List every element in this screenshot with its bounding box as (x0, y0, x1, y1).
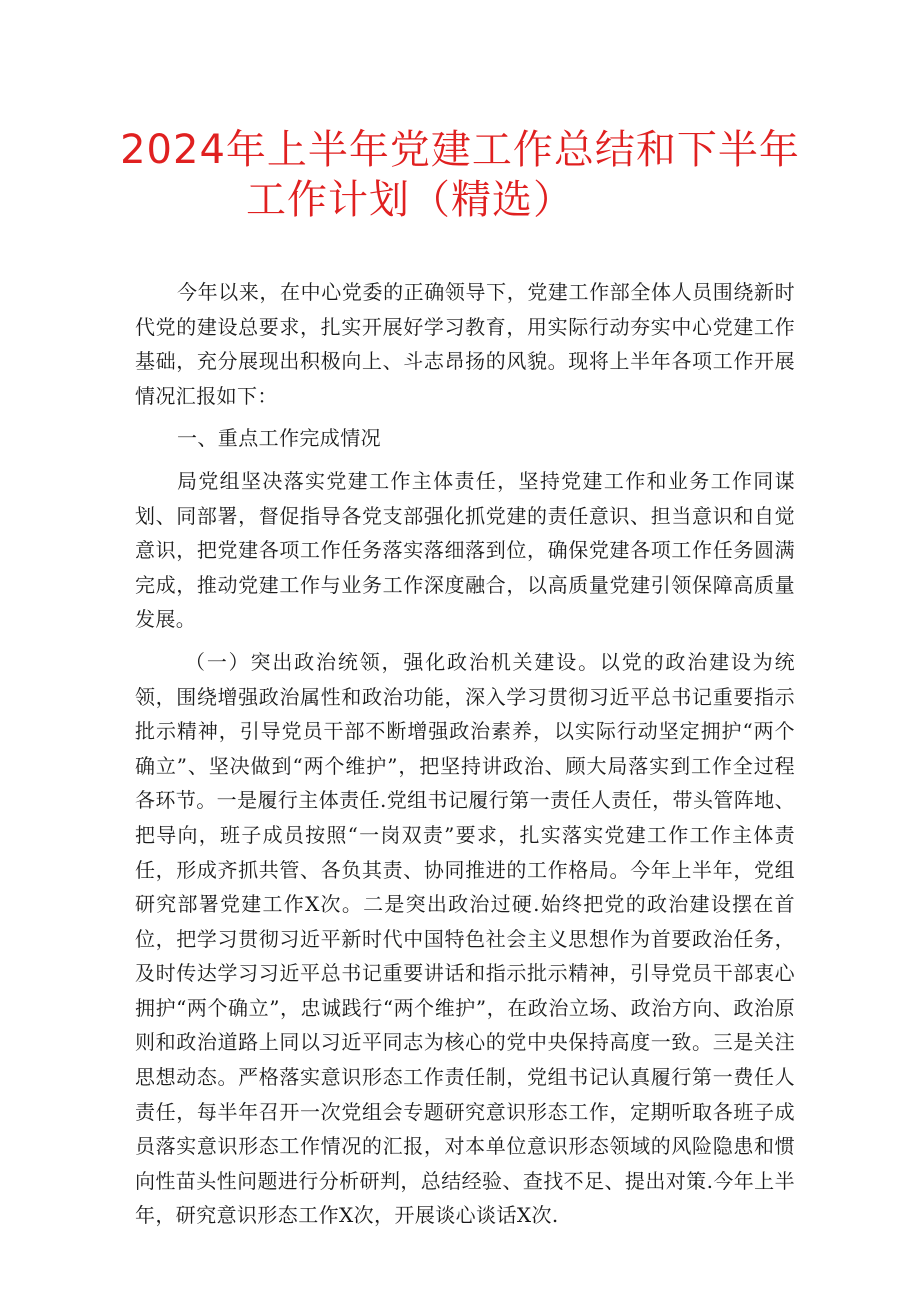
body-paragraph: 局党组坚决落实党建工作主体责任，坚持党建工作和业务工作同谋划、同部署，督促指导各党支部强化抓党建的责任意识、担当意识和自觉意识，把党建各项工作任务落实落细落到位，确保党建各项工作任务圆满完成，推动党建工作与业务工作深度融合，以高质量党建引领保障高质量发展。 (135, 468, 795, 632)
intro-paragraph: 今年以来，在中心党委的正确领导下，党建工作部全体人员围绕新时代党的建设总要求，扎实开展好学习教育，用实际行动夯实中心党建工作基础，充分展现出积极向上、斗志昂扬的风貌。现将上半年各项工作开展情况汇报如下： (135, 280, 795, 408)
section-heading: 一、重点工作完成情况 (177, 426, 381, 451)
document-title-line-1: 2024年上半年党建工作总结和下半年 (120, 127, 800, 173)
subsection-paragraph: （一）突出政治统领，强化政治机关建设。以党的政治建设为统领，围绕增强政治属性和政治功能，深入学习贯彻习近平总书记重要指示批示精神，引导党员干部不断增强政治素养，以实际行动坚定拥护“两个确立”、坚决做到“两个维护”，把坚持讲政治、顾大局落实到工作全过程各环节。一是履行主体责任.党组书记履行第一责任人责任，带头管阵地、把导向，班子成员按照“一岗双责”要求，扎实落实党建工作工作主体责任，形成齐抓共管、各负其责、协同推进的工作格局。今年上半年，党组研究部署党建工作X次。二是突出政治过硬.始终把党的政治建设摆在首位，把学习贯彻习近平新时代中国特色社会主义思想作为首要政治任务，及时传达学习习近平总书记重要讲话和指示批示精神，引导党员干部衷心拥护“两个确立”，忠诚践行“两个维护”，在政治立场、政治方向、政治原则和政治道路上同以习近平同志为核心的党中央保持高度一致。三是关注思想动态。严格落实意识形态工作责任制，党组书记认真履行第一费任人责任，每半年召开一次党组会专题研究意识形态工作，定期听取各班子成员落实意识形态工作情况的汇报，对本单位意识形态领域的风险隐患和惯向性苗头性问题进行分析研判，总结经验、查找不足、提出对策.今年上半年，研究意识形态工作X次，开展谈心谈话X次. (135, 649, 795, 1228)
document-body (135, 275, 795, 1233)
document-title-line-2: 工作计划（精选） (246, 177, 574, 223)
